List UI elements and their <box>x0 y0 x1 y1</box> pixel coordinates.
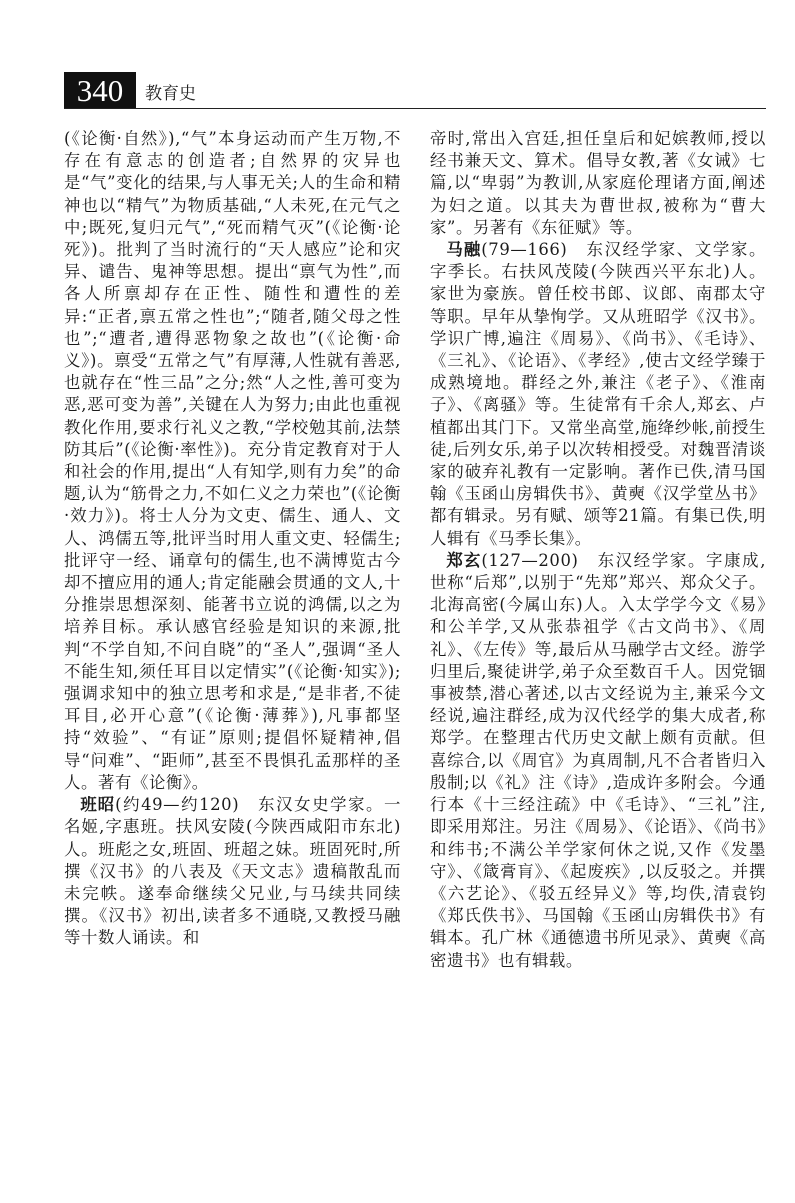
entry-dates: (127—200) <box>481 550 579 570</box>
entry-body: 东汉经学家、文学家。字季长。右扶风茂陵(今陕西兴平东北)人。家世为豪族。曾任校书郎、议郎、南郡太守等职。早年从挚恂学。又从班昭学《汉书》。学识广博,遍注《周易》、《尚书》、《毛诗》、《三礼》、《论语》、《孝经》,使古文经学臻于成熟境地。群经之外,兼注《老子》、《淮南子》、《离骚》等。生徒常有千余人,郑玄、卢植都出其门下。又常坐高堂,施绛纱帐,前授生徒,后列女乐,弟子以次转相授受。对魏晋清谈家的破弃礼教有一定影响。著作已佚,清马国翰《玉函山房辑佚书》、黄奭《汉学堂丛书》都有辑录。另有赋、颂等21篇。有集已佚,明人辑有《马季长集》。 <box>430 240 766 548</box>
headword: 马融 <box>446 240 482 260</box>
entry-ban-zhao <box>64 794 401 949</box>
entry-body: 东汉经学家。字康成,世称“后郑”,以别于“先郑”郑兴、郑众父子。北海高密(今属山东)人。入太学学今文《易》和公羊学,又从张恭祖学《古文尚书》、《周礼》、《左传》等,最后从马融学古文经。游学归里后,聚徒讲学,弟子众至数百千人。因党锢事被禁,潜心著述,以古文经说为主,兼采今文经说,遍注群经,成为汉代经学的集大成者,称郑学。在整理古代历史文献上颇有贡献。但喜综合,以《周官》为真周制,凡不合者皆归入殷制;以《礼》注《诗》,造成许多附会。今通行本《十三经注疏》中《毛诗》、“三礼”注,即采用郑注。另注《周易》、《论语》、《尚书》和纬书;不满公羊学家何休之说,又作《发墨守》、《箴膏肓》、《起废疾》,以反驳之。并撰《六艺论》、《驳五经异义》等,均佚,清袁钧《郑氏佚书》、马国翰《玉函山房辑佚书》有辑本。孔广林《通德遗书所见录》、黄奭《高密遗书》也有辑载。 <box>430 550 767 970</box>
entry-ma-rong <box>430 239 766 550</box>
headword: 班昭 <box>80 795 116 815</box>
headword: 郑玄 <box>446 550 482 570</box>
entry-dates: (79—166) <box>481 240 568 260</box>
page-number: 340 <box>64 72 136 108</box>
running-title: 教育史 <box>145 84 196 104</box>
continuation-text-wang-chong: (《论衡·自然》),“气”本身运动而产生万物,不存在有意志的创造者;自然界的灾异也是“气”变化的结果,与人事无关;人的生命和精神也以“精气”为物质基础,“人未死,在元气之中;既死,复归元气”,“死而精气灭”(《论衡·论死》)。批判了当时流行的“天人感应”论和灾异、谴告、鬼神等思想。提出“禀气为性”,而各人所禀却存在正性、随性和遭性的差异:“正者,禀五常之性也”;“随者,随父母之性也”;“遭者,遭得恶物象之故也”(《论衡·命义》)。禀受“五常之气”有厚薄,人性就有善恶,也就存在“性三品”之分;然“人之性,善可变为恶,恶可变为善”,关键在人为努力;由此也重视教化作用,要求行礼义之教,“学校勉其前,法禁防其后”(《论衡·率性》)。充分肯定教育对于人和社会的作用,提出“人有知学,则有力矣”的命题,认为“筋骨之力,不如仁义之力荣也”(《论衡·效力》)。将士人分为文吏、儒生、通人、文人、鸿儒五等,批评当时用人重文吏、轻儒生;批评守一经、诵章句的儒生,也不满博览古今却不擅应用的通人;肯定能融会贯通的文人,十分推崇思想深刻、能著书立说的鸿儒,以之为培养目标。承认感官经验是知识的来源,批判“不学自知,不问自晓”的“圣人”,强调“圣人不能生知,须任耳目以定情实”(《论衡·知实》);强调求知中的独立思考和求是,“是非者,不徒耳目,必开心意”(《论衡·薄葬》),凡事都坚持“效验”、“有证”原则;提倡怀疑精神,倡导“问难”、“距师”,甚至不畏惧孔孟那样的圣人。著有《论衡》。 <box>64 129 401 792</box>
entry-dates: (约49—约120) <box>115 795 240 815</box>
right-column <box>430 128 766 972</box>
entry-body: 东汉女史学家。一名姬,字惠班。扶风安陵(今陕西咸阳市东北)人。班彪之女,班固、班超之妹。班固死时,所撰《汉书》的八表及《天文志》遗稿散乱而未完帙。遂奉命继续父兄业,与马续共同续撰。《汉书》初出,读者多不通晓,又教授马融等十数人诵读。和 <box>64 795 402 948</box>
entry-zheng-xuan <box>430 550 766 972</box>
left-column <box>64 128 401 950</box>
page-header <box>64 72 766 109</box>
continuation-text-ban-zhao: 帝时,常出入宫廷,担任皇后和妃嫔教师,授以经书兼天文、算术。倡导女教,著《女诫》七篇,以“卑弱”为教训,从家庭伦理诸方面,阐述为妇之道。以其夫为曹世叔,被称为“曹大家”。另著有《东征赋》等。 <box>430 129 766 237</box>
